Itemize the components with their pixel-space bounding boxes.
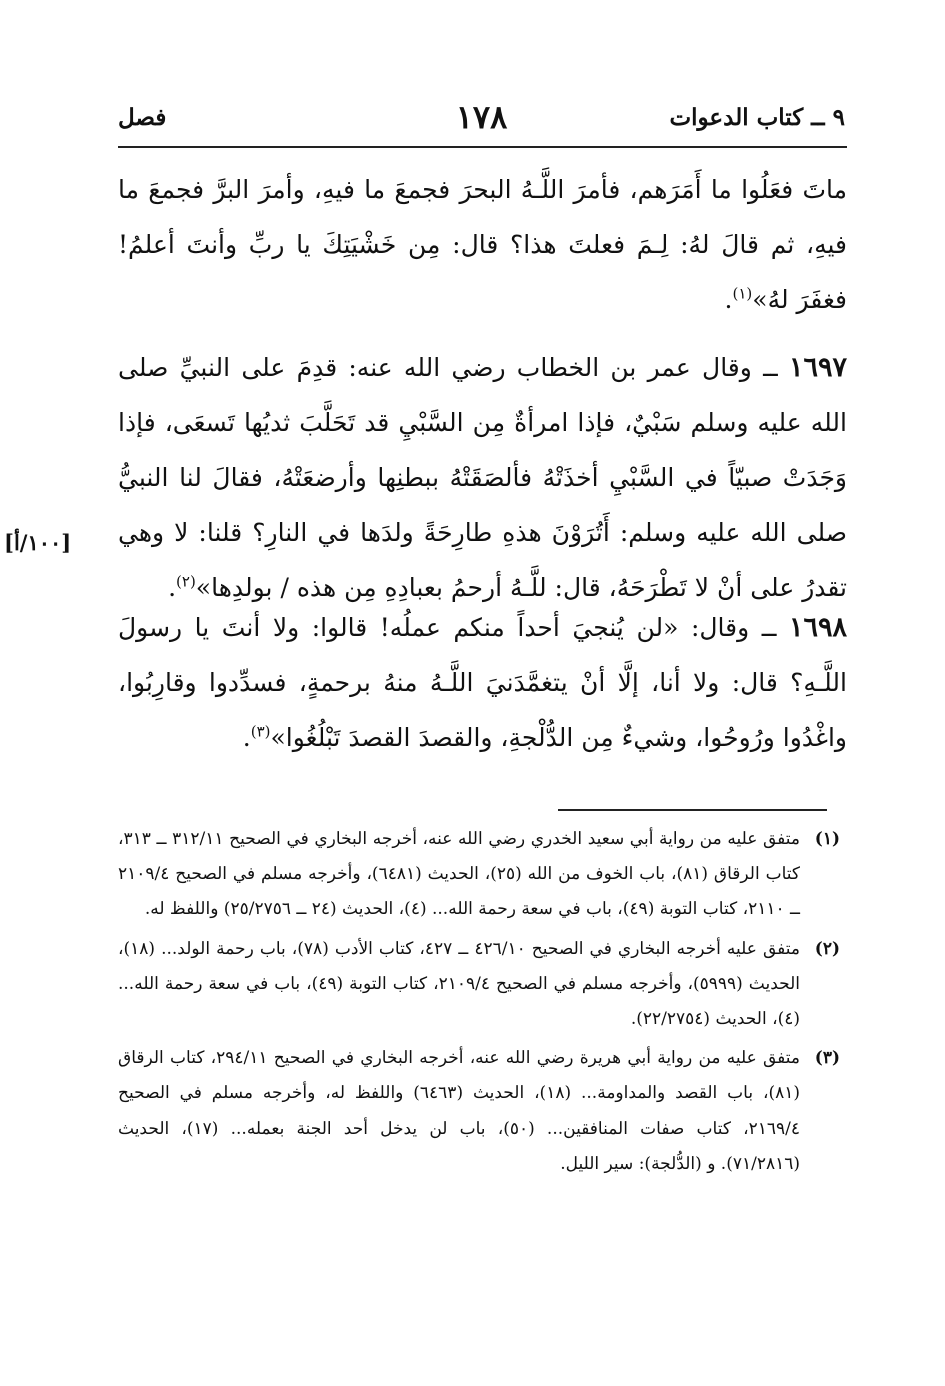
paragraph-text: ــ وقال: «لن يُنجيَ أحداً منكم عملُه! قالوا: ولا أنتَ يا رسولَ اللَّـهِ؟ قال: ولا أنا، إلَّا أنْ يتغمَّدَنيَ اللَّـهُ منهُ برحمةٍ، فسدِّدوا وقارِبُوا، واغْدُوا ورُوحُوا، وشيءٌ مِن الدُّلْجةِ، والقصدَ القصدَ تَبْلُغُوا» [118,613,847,752]
footnote-text: متفق عليه أخرجه البخاري في الصحيح ٤٢٦/١٠ ــ ٤٢٧، كتاب الأدب (٧٨)، باب رحمة الولد... (١٨)، الحديث (٥٩٩٩)، وأخرجه مسلم في الصحيح ٢١٠٩/٤، كتاب التوبة (٤٩)، باب في سعة رحمة الله... (٤)، الحديث (٢٢/٢٧٥٤). [118,938,800,1030]
footnote-ref: (٣) [250,722,271,741]
footnote-ref: (٢) [176,572,196,591]
footnote-text: متفق عليه من رواية أبي هريرة رضي الله عنه، أخرجه البخاري في الصحيح ٢٩٤/١١، كتاب الرقاق (٨١)، باب القصد والمداومة... (١٨)، الحديث (٦٤٦٣) واللفظ له، وأخرجه مسلم في الصحيح ٢١٦٩/٤، كتاب صفات المنافقين... (٥٠)، باب لن يدخل أحد الجنة بعمله... (١٧)، الحديث (٧١/٢٨١٦). و (الدُّلجة): سير الليل. [118,1048,800,1174]
chapter-title: ٩ ــ كتاب الدعوات [669,104,845,131]
footnote-separator [558,809,827,811]
footnotes [118,822,840,1186]
running-header [118,98,845,144]
footnote [118,822,840,928]
footnote-text: متفق عليه من رواية أبي سعيد الخدري رضي الله عنه، أخرجه البخاري في الصحيح ٣١٢/١١ ــ ٣١٣، كتاب الرقاق (٨١)، باب الخوف من الله (٢٥)، الحديث (٦٤٨١)، وأخرجه مسلم في الصحيح ٢١٠٩/٤ ــ ٢١١٠، كتاب التوبة (٤٩)، باب في سعة رحمة الله... (٤)، الحديث (٢٤ ــ ٢٥/٢٧٥٦) واللفظ له. [118,829,800,920]
footnote-number: (١) [814,829,840,849]
paragraph-text: ماتَ فعَلُوا ما أَمَرَهم، فأمرَ اللَّـهُ البحرَ فجمعَ ما فيهِ، وأمرَ البرَّ فجمعَ ما فيهِ، ثم قالَ لهُ: لِـمَ فعلتَ هذا؟ قال: مِن خَشْيَتِكَ يا ربِّ وأنتَ أعلمُ! فغفَرَ لهُ» [118,175,847,314]
section-title: فصل [118,104,167,131]
footnote-ref: (١) [732,284,753,303]
paragraph-text: ــ وقال عمر بن الخطاب رضي الله عنه: قدِمَ على النبيِّ صلى الله عليه وسلم سَبْيٌ، فإذا امرأةٌ مِن السَّبْيِ قد تَحَلَّبَ ثديُها تَسعَى، فإذا وَجَدَتْ صبيّاً في السَّبْيِ أخذَتْهُ فألصَقَتْهُ ببطنِها وأرضعَتْهُ، فقالَ لنا النبيُّ صلى الله عليه وسلم: أَتُرَوْنَ هذهِ طارِحَةً ولدَها في النارِ؟ قلنا: لا وهي تقدرُ على أنْ لا تَطْرَحَهُ، قال: للَّـهُ أرحمُ بعبادِهِ مِن هذه / بولدِها» [118,353,847,602]
footnote-number: (٢) [814,938,840,959]
page-number: ١٧٨ [455,98,508,136]
footnote [118,1041,840,1182]
hadith-1697: ١٦٩٧ ــ وقال عمر بن الخطاب رضي الله عنه: قدِمَ على النبيِّ صلى الله عليه وسلم سَبْيٌ، فإذا امرأةٌ مِن السَّبْيِ قد تَحَلَّبَ ثديُها تَسعَى، فإذا وَجَدَتْ صبيّاً في السَّبْيِ أخذَتْهُ فألصَقَتْهُ ببطنِها وأرضعَتْهُ، فقالَ لنا النبيُّ صلى الله عليه وسلم: أَتُرَوْنَ هذهِ طارِحَةً ولدَها في النارِ؟ قلنا: لا وهي تقدرُ على أنْ لا تَطْرَحَهُ، قال: للَّـهُ أرحمُ بعبادِهِ مِن هذه / بولدِها»$^{(٢)}$. [118,352,847,602]
hadith-number: ١٦٩٨ [788,612,847,643]
header-rule [118,146,847,148]
footnote [118,932,840,1038]
footnote-number: (٣) [814,1048,840,1069]
paragraph-continued: ماتَ فعَلُوا ما أَمَرَهم، فأمرَ اللَّـهُ البحرَ فجمعَ ما فيهِ، وأمرَ البرَّ فجمعَ ما فيهِ، ثم قالَ لهُ: لِـمَ فعلتَ هذا؟ قال: مِن خَشْيَتِكَ يا ربِّ وأنتَ أعلمُ! فغفَرَ لهُ»$^{(١)}$. [118,175,847,314]
hadith-1698: ١٦٩٨ ــ وقال: «لن يُنجيَ أحداً منكم عملُه! قالوا: ولا أنتَ يا رسولَ اللَّـهِ؟ قال: ولا أنا، إلَّا أنْ يتغمَّدَنيَ اللَّـهُ منهُ برحمةٍ، فسدِّدوا وقارِبُوا، واغْدُوا ورُوحُوا، وشيءٌ مِن الدُّلْجةِ، والقصدَ القصدَ تَبْلُغُوا»$^{(٣)}$. [118,612,847,752]
manuscript-folio-ref: [١٠٠/أ] [4,530,72,555]
hadith-number: ١٦٩٧ [788,352,847,383]
